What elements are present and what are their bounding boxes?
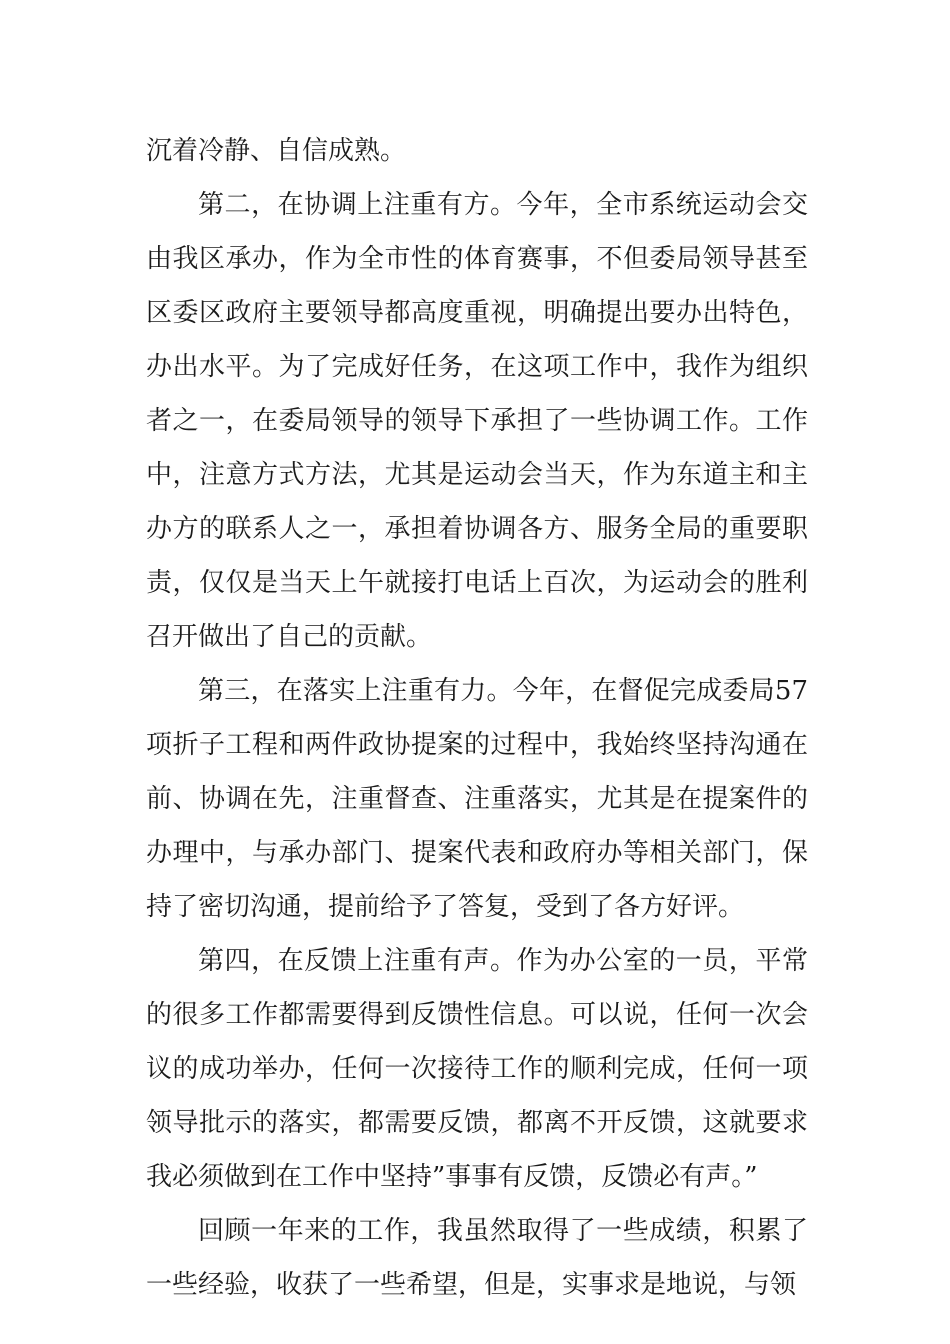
paragraph-feedback: 第四，在反馈上注重有声。作为办公室的一员，平常的很多工作都需要得到反馈性信息。可以说，任何一次会议的成功举办，任何一次接待工作的顺利完成，任何一项领导批示的落实，都需要反馈，都离不开反馈，这就要求我必须做到在工作中坚持”事事有反馈，反馈必有声。” bbox=[146, 946, 808, 1192]
paragraph-coordination: 第二，在协调上注重有方。今年，全市系统运动会交由我区承办，作为全市性的体育赛事，不但委局领导甚至区委区政府主要领导都高度重视，明确提出要办出特色，办出水平。为了完成好任务，在这项工作中，我作为组织者之一，在委局领导的领导下承担了一些协调工作。工作中，注意方式方法，尤其是运动会当天，作为东道主和主办方的联系人之一，承担着协调各方、服务全局的重要职责，仅仅是当天上午就接打电话上百次，为运动会的胜利召开做出了自己的贡献。 bbox=[146, 190, 808, 652]
paragraph-review: 回顾一年来的工作，我虽然取得了一些成绩，积累了一些经验，收获了一些希望，但是，实事求是地说，与领 bbox=[146, 1216, 808, 1300]
paragraph-continuation: 沉着冷静、自信成熟。 bbox=[146, 136, 407, 166]
document-body bbox=[146, 124, 808, 1312]
paragraph-implementation: 第三，在落实上注重有力。今年，在督促完成委局57项折子工程和两件政协提案的过程中，我始终坚持沟通在前、协调在先，注重督查、注重落实，尤其是在提案件的办理中，与承办部门、提案代表和政府办等相关部门，保持了密切沟通，提前给予了答复，受到了各方好评。 bbox=[146, 676, 808, 922]
